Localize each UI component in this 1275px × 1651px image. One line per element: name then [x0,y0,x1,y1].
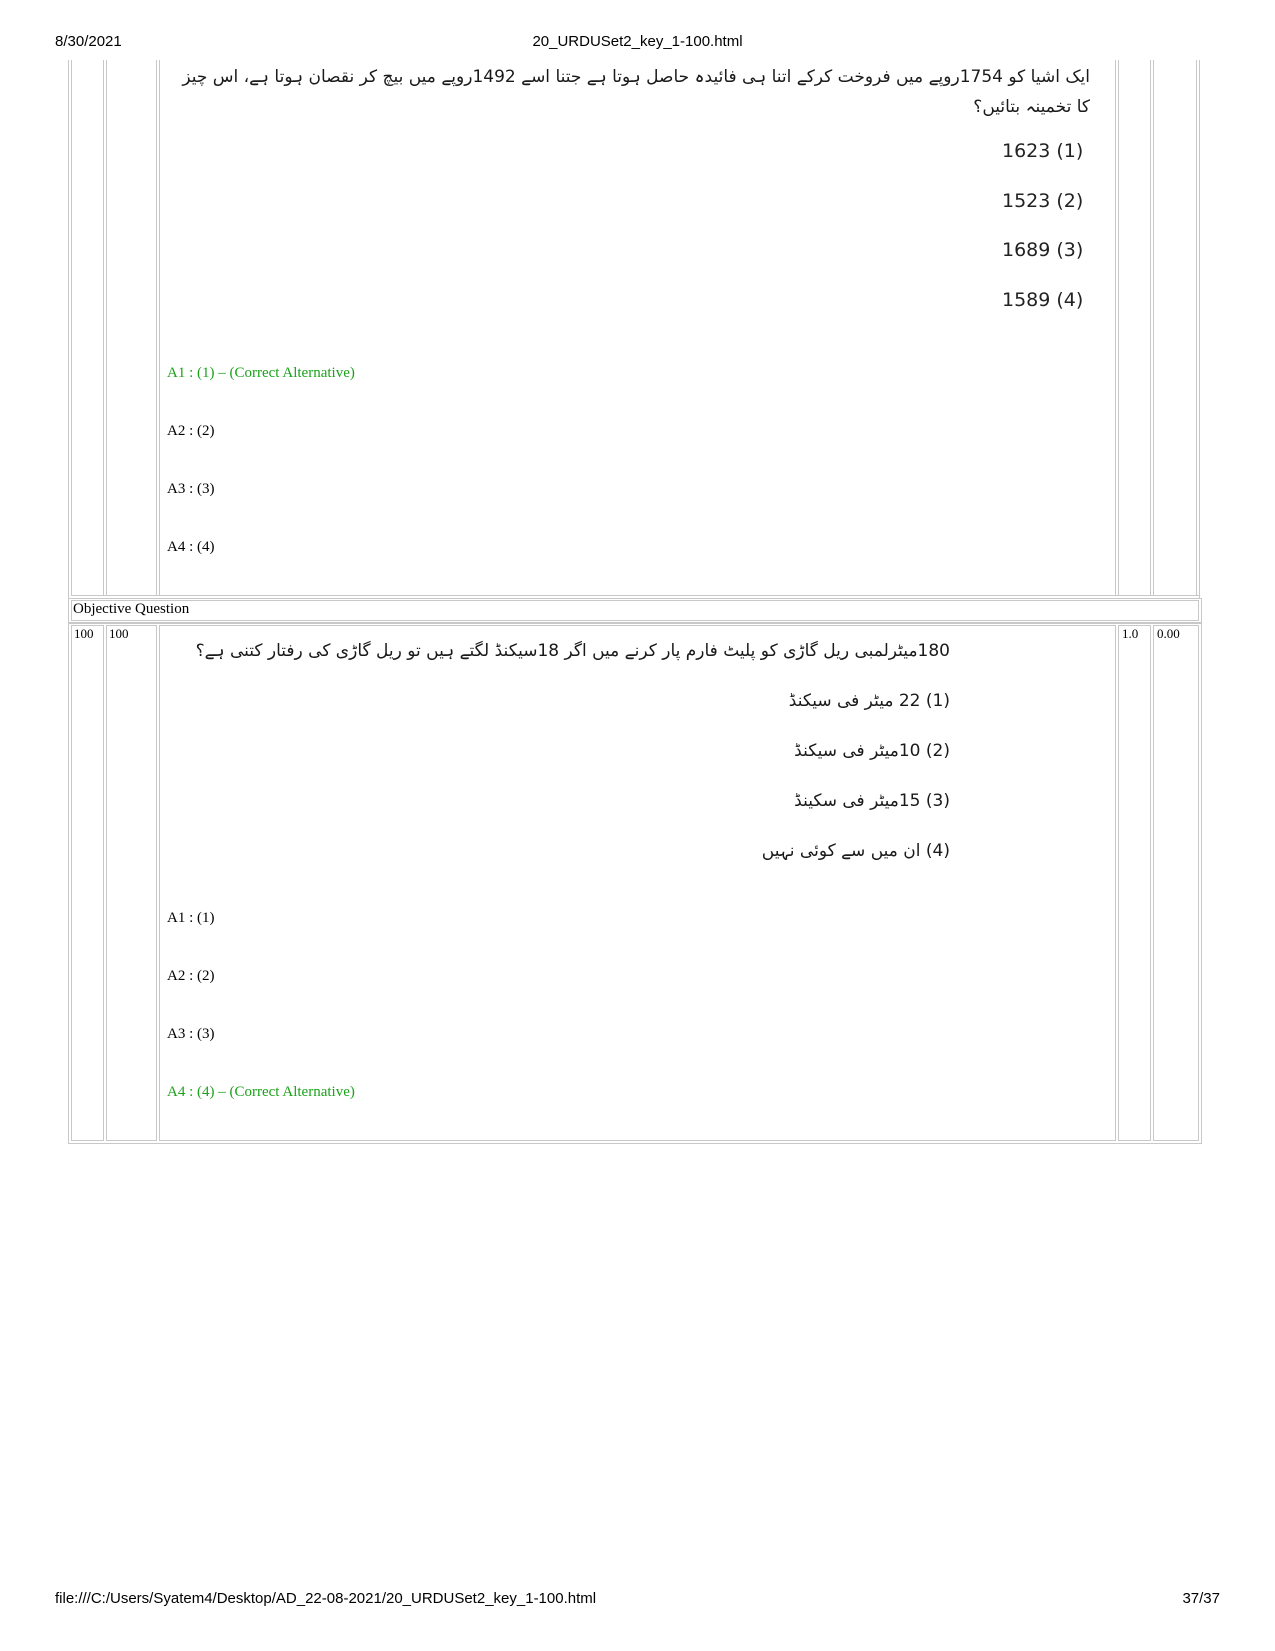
table-border [156,60,157,595]
option-2: (2) 10میٹر فی سیکنڈ [794,741,950,761]
table-border [103,60,104,595]
option-4: 1589 (4) [1002,289,1084,311]
answer-3: A3 : (3) [167,1026,215,1042]
answer-4: A4 : (4) – (Correct Alternative) [167,1084,355,1100]
file-path: file:///C:/Users/Syatem4/Desktop/AD_22-08-2021/20_URDUSet2_key_1-100.html [55,1590,597,1607]
option-1: 1623 (1) [1002,140,1084,162]
answer-1: A1 : (1) [167,910,215,926]
marks-cell [1118,625,1151,1141]
table-border [1115,60,1116,595]
negative-marks: 0.00 [1157,626,1180,641]
table-border [1150,60,1151,595]
option-3: (3) 15میٹر فی سکینڈ [794,791,950,811]
answer-2: A2 : (2) [167,968,215,984]
answer-3: A3 : (3) [167,481,215,497]
option-1: (1) 22 میٹر فی سیکنڈ [788,691,950,711]
table-border [1118,60,1119,595]
answer-2: A2 : (2) [167,423,215,439]
option-4: (4) ان میں سے کوئی نہیں [761,841,950,861]
question-text: 180میٹرلمبی ریل گاڑی کو پلیٹ فارم پار کرنے میں اگر 18سیکنڈ لگتے ہیں تو ریل گاڑی کی رفتار کتنی ہے؟ [195,641,950,661]
negative-marks-cell [1153,625,1199,1141]
table-border [1196,60,1197,595]
option-2: 1523 (2) [1002,190,1084,212]
document-title: 20_URDUSet2_key_1-100.html [532,33,743,50]
table-border [159,60,160,595]
table-border [71,60,72,595]
question-id-cell [106,625,157,1141]
answer-1: A1 : (1) – (Correct Alternative) [167,365,355,381]
section-label: Objective Question [73,601,190,617]
table-border [1199,60,1200,598]
table-border [71,595,1199,596]
question-text: ایک اشیا کو 1754روپے میں فروخت کرکے اتنا ہی فائیدہ حاصل ہوتا ہے جتنا اسے 1492روپے میں بیچ کر نقصان ہوتا ہے، اس چیز کا تخمینہ بتائیں؟ [182,67,1090,117]
answer-4: A4 : (4) [167,539,215,555]
marks: 1.0 [1122,626,1139,641]
table-border [106,60,107,595]
page-number: 37/37 [1182,1590,1220,1607]
question-number: 100 [74,626,94,641]
table-border [68,60,69,598]
question-number-cell [71,625,104,1141]
section-label-cell [71,600,1199,621]
print-date: 8/30/2021 [55,33,122,50]
table-border [1153,60,1154,595]
question-id: 100 [109,626,129,641]
option-3: 1689 (3) [1002,239,1084,261]
